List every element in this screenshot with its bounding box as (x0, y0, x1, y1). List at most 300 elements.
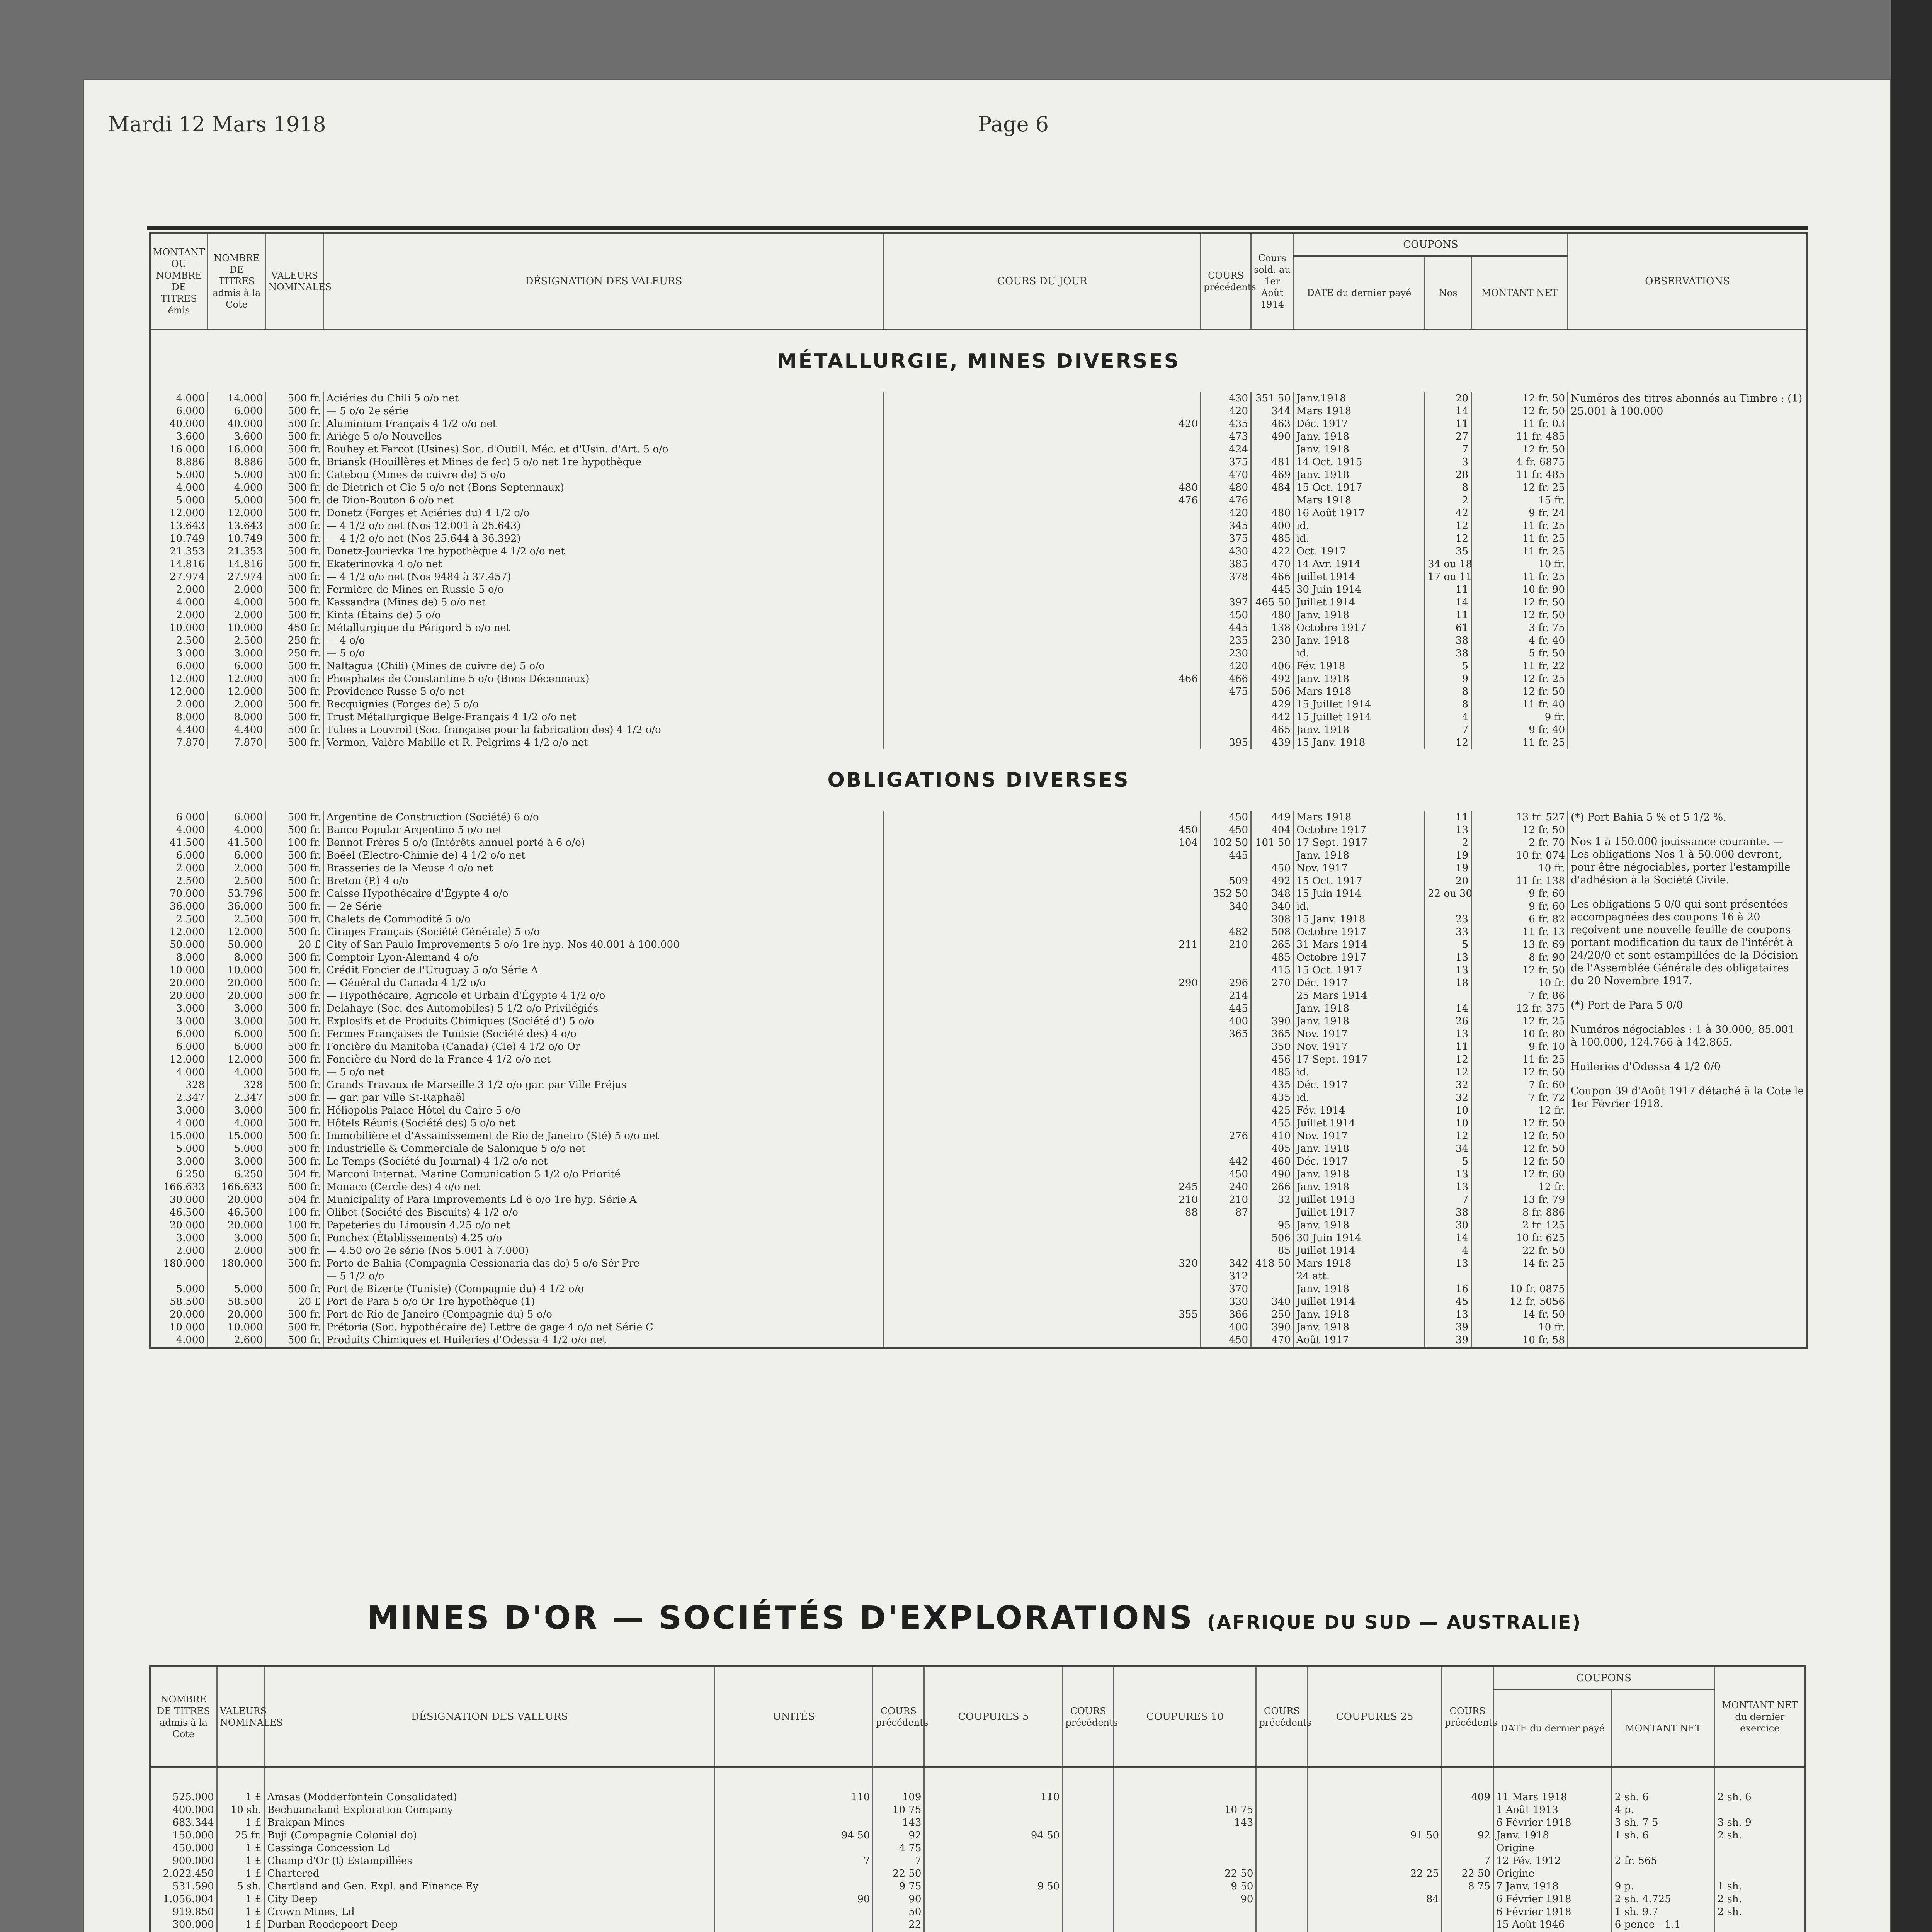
coupures5-cell (924, 1816, 1063, 1829)
designation-cell: de Dietrich et Cie 5 o/o net (Bons Septennaux) (324, 481, 884, 494)
cours-prec-cell: 450 (1201, 811, 1251, 824)
nominal-cell: 500 fr. (266, 545, 324, 558)
nombre-cell: 6.000 (208, 1028, 266, 1041)
nombre-cell: 5.000 (208, 469, 266, 481)
cours-jour-cell: 466 (884, 673, 1201, 685)
table-row (150, 1232, 1808, 1245)
nombre-cell: 8.886 (208, 456, 266, 469)
designation-cell: — 4 1/2 o/o net (Nos 9484 à 37.457) (324, 571, 884, 583)
dernier-exercice-cell: 1 sh. (1714, 1880, 1805, 1893)
col-cours-prec: COURS précédents (1201, 233, 1251, 330)
coupon-montant-cell: 12 fr. 50 (1471, 1117, 1568, 1130)
montant-cell: 3.000 (150, 1155, 208, 1168)
designation-cell: Recquignies (Forges de) 5 o/o (324, 698, 884, 711)
coupon-date-cell: 12 Fév. 1912 (1493, 1855, 1612, 1867)
coupon-no-cell: 28 (1425, 469, 1471, 481)
table-row (150, 1867, 1806, 1880)
cours-sold-cell (1251, 849, 1294, 862)
coupon-no-cell: 7 (1425, 1194, 1471, 1206)
nominal-cell: 500 fr. (266, 1181, 324, 1194)
designation-cell: Ekaterinovka 4 o/o net (324, 558, 884, 571)
coupon-date-cell: Janv. 1918 (1294, 1308, 1425, 1321)
spacer-cell (1612, 1767, 1714, 1791)
coupon-date-cell: Juillet 1914 (1294, 1296, 1425, 1308)
col-cours-jour: COURS DU JOUR (884, 233, 1201, 330)
coupon-no-cell: 12 (1425, 1066, 1471, 1079)
cours-prec-cell: 345 (1201, 520, 1251, 532)
designation-cell: Olibet (Société des Biscuits) 4 1/2 o/o (324, 1206, 884, 1219)
coupon-date-cell: 15 Août 1946 (1493, 1918, 1612, 1931)
designation-cell: Grands Travaux de Marseille 3 1/2 o/o gar. par Ville Fréjus (324, 1079, 884, 1092)
coupon-date-cell: Déc. 1917 (1294, 1155, 1425, 1168)
coupon-montant-cell: 12 fr. (1471, 1104, 1568, 1117)
cours-jour-cell (884, 1155, 1201, 1168)
coupon-montant-cell: 11 fr. 138 (1471, 875, 1568, 888)
cours-sold-cell: 95 (1251, 1219, 1294, 1232)
cours-sold-cell: 265 (1251, 939, 1294, 951)
cours-prec-cell (1256, 1804, 1308, 1816)
cours-prec-cell (1201, 1066, 1251, 1079)
nominal-cell: 500 fr. (266, 977, 324, 990)
table-row (150, 430, 1808, 443)
cours-jour-cell (884, 469, 1201, 481)
coupon-date-cell: Janv. 1918 (1294, 1002, 1425, 1015)
nombre-cell: 40.000 (208, 418, 266, 430)
cours-prec-cell: 473 (1201, 430, 1251, 443)
cours-prec-cell (1201, 1079, 1251, 1092)
designation-cell: Cirages Français (Société Générale) 5 o/o (324, 926, 884, 939)
unites-cell (715, 1906, 873, 1918)
montant-cell: 2.500 (150, 875, 208, 888)
cours-sold-cell: 405 (1251, 1143, 1294, 1155)
coupon-no-cell: 12 (1425, 1053, 1471, 1066)
nombre-cell: 21.353 (208, 545, 266, 558)
dernier-exercice-cell: 3 sh. 9 (1714, 1816, 1805, 1829)
designation-cell: Explosifs et de Produits Chimiques (Société d') 5 o/o (324, 1015, 884, 1028)
designation-cell: Delahaye (Soc. des Automobiles) 5 1/2 o/o Privilégiés (324, 1002, 884, 1015)
coupon-date-cell: id. (1294, 1066, 1425, 1079)
cours-sold-cell: 270 (1251, 977, 1294, 990)
observation-note: Huileries d'Odessa 4 1/2 0/0 (1571, 1060, 1721, 1073)
coupon-no-cell: 20 (1425, 392, 1471, 405)
table-row (150, 1155, 1808, 1168)
montant-cell: 3.000 (150, 1232, 208, 1245)
nombre-cell: 2.500 (208, 875, 266, 888)
coupon-no-cell: 13 (1425, 1168, 1471, 1181)
nominal-cell: 504 fr. (266, 1168, 324, 1181)
designation-cell: Cassinga Concession Ld (264, 1842, 715, 1855)
spacer-cell (924, 1767, 1063, 1791)
coupon-montant-cell: 12 fr. 50 (1471, 824, 1568, 837)
cours-sold-cell: 425 (1251, 1104, 1294, 1117)
cours-sold-cell (1251, 1283, 1294, 1296)
nominal-cell: 100 fr. (266, 1206, 324, 1219)
coupon-montant-cell: 10 fr. 074 (1471, 849, 1568, 862)
designation-cell: Brasseries de la Meuse 4 o/o net (324, 862, 884, 875)
montant-cell: 166.633 (150, 1181, 208, 1194)
cours-prec-cell (1201, 1219, 1251, 1232)
montant-cell: 2.000 (150, 862, 208, 875)
coupon-date-cell: Nov. 1917 (1294, 862, 1425, 875)
montant-cell: 10.000 (150, 964, 208, 977)
table-row (150, 837, 1808, 849)
designation-cell: Porto de Bahia (Compagnia Cessionaria das do) 5 o/o Sér Pre (324, 1257, 884, 1270)
nombre-cell: 50.000 (208, 939, 266, 951)
coupon-montant-cell: 13 fr. 69 (1471, 939, 1568, 951)
designation-cell: — 5 o/o net (324, 1066, 884, 1079)
cours-prec-cell (1256, 1906, 1308, 1918)
cours-jour-cell (884, 811, 1201, 824)
cours-jour-cell (884, 724, 1201, 736)
cours-sold-cell (1251, 494, 1294, 507)
montant-cell: 13.643 (150, 520, 208, 532)
table-row (150, 1893, 1806, 1906)
nombre-cell: 2.000 (208, 862, 266, 875)
coupon-date-cell: Origine (1493, 1867, 1612, 1880)
cours-jour-cell (884, 698, 1201, 711)
designation-cell: City of San Paulo Improvements 5 o/o 1re hyp. Nos 40.001 à 100.000 (324, 939, 884, 951)
table-row (150, 1816, 1806, 1829)
montant-cell: 20.000 (150, 990, 208, 1002)
designation-cell: — 5 1/2 o/o (324, 1270, 884, 1283)
coupon-no-cell: 22 ou 30 (1425, 888, 1471, 900)
cours-sold-cell: 490 (1251, 1168, 1294, 1181)
nominal-cell: 500 fr. (266, 1308, 324, 1321)
coupon-date-cell: Janv. 1918 (1294, 1283, 1425, 1296)
cours-prec-cell (1201, 583, 1251, 596)
nombre-cell: 2.022.450 (150, 1867, 217, 1880)
cours-sold-cell: 492 (1251, 875, 1294, 888)
nominal-cell: 500 fr. (266, 711, 324, 724)
nombre-cell: 8.000 (208, 951, 266, 964)
table-row (150, 418, 1808, 430)
coupon-montant-cell: 12 fr. 50 (1471, 1155, 1568, 1168)
cours-jour-cell (884, 1219, 1201, 1232)
table-row (150, 647, 1808, 660)
coupon-date-cell: Mars 1918 (1294, 405, 1425, 418)
coupon-date-cell: id. (1294, 532, 1425, 545)
table-row (150, 724, 1808, 736)
mines-title-main: MINES D'OR — SOCIÉTÉS D'EXPLORATIONS (367, 1600, 1194, 1636)
cours-sold-cell: 400 (1251, 520, 1294, 532)
cours-prec-cell: 22 (873, 1918, 924, 1931)
coupon-date-cell: 24 att. (1294, 1270, 1425, 1283)
cours-sold-cell (1251, 647, 1294, 660)
nominal-cell: 500 fr. (266, 849, 324, 862)
nominal-cell: 500 fr. (266, 1245, 324, 1257)
nominal-cell: 500 fr. (266, 824, 324, 837)
cours-prec-cell (1201, 1092, 1251, 1104)
coupures5-cell: 9 50 (924, 1880, 1063, 1893)
cours-jour-cell (884, 1104, 1201, 1117)
col2-coupures5: COUPURES 5 (924, 1667, 1063, 1767)
nombre-cell: 20.000 (208, 1219, 266, 1232)
cours-prec-cell (1063, 1816, 1114, 1829)
cours-sold-cell: 506 (1251, 1232, 1294, 1245)
cours-prec-cell: 210 (1201, 939, 1251, 951)
cours-prec-cell: 430 (1201, 392, 1251, 405)
nominal-cell: 500 fr. (266, 1079, 324, 1092)
nombre-cell: 900.000 (150, 1855, 217, 1867)
coupures25-cell (1308, 1791, 1442, 1804)
nombre-cell: 15.000 (208, 1130, 266, 1143)
table-row (150, 481, 1808, 494)
coupon-date-cell: Janv. 1918 (1294, 724, 1425, 736)
nominal-cell: 500 fr. (266, 1104, 324, 1117)
table-row (150, 1015, 1808, 1028)
coupon-no-cell: 10 (1425, 1117, 1471, 1130)
designation-cell: Kinta (Étains de) 5 o/o (324, 609, 884, 622)
nombre-cell: 20.000 (208, 1308, 266, 1321)
coupon-montant-cell: 12 fr. 50 (1471, 1143, 1568, 1155)
cours-sold-cell: 350 (1251, 1041, 1294, 1053)
montant-cell: 5.000 (150, 494, 208, 507)
coupon-montant-cell: 12 fr. 50 (1471, 1066, 1568, 1079)
unites-cell: 7 (715, 1855, 873, 1867)
montant-cell: 3.000 (150, 1015, 208, 1028)
coupon-date-cell: Oct. 1917 (1294, 545, 1425, 558)
cours-sold-cell: 404 (1251, 824, 1294, 837)
designation-cell: Hôtels Réunis (Société des) 5 o/o net (324, 1117, 884, 1130)
designation-cell: Tubes a Louvroil (Soc. française pour la fabrication des) 4 1/2 o/o (324, 724, 884, 736)
nombre-cell: 683.344 (150, 1816, 217, 1829)
table-row (150, 926, 1808, 939)
coupon-date-cell: Juillet 1917 (1294, 1206, 1425, 1219)
coupon-date-cell: Janv. 1918 (1294, 609, 1425, 622)
designation-cell: Port de Rio-de-Janeiro (Compagnie du) 5 o/o (324, 1308, 884, 1321)
nombre-cell: 13.643 (208, 520, 266, 532)
nombre-cell: 6.250 (208, 1168, 266, 1181)
nominal-cell: 500 fr. (266, 951, 324, 964)
cours-prec-cell: 378 (1201, 571, 1251, 583)
montant-cell: 2.500 (150, 913, 208, 926)
cours-prec-cell: 214 (1201, 990, 1251, 1002)
coupon-no-cell: 12 (1425, 1130, 1471, 1143)
coupures25-cell (1308, 1855, 1442, 1867)
cours-prec-cell: 420 (1201, 507, 1251, 520)
spacer-cell (873, 1767, 924, 1791)
nombre-cell: 3.000 (208, 1155, 266, 1168)
coupon-montant-cell: 10 fr. (1471, 558, 1568, 571)
montant-cell: 3.600 (150, 430, 208, 443)
page-number: Page 6 (978, 112, 1049, 136)
cours-jour-cell (884, 913, 1201, 926)
designation-cell: Chartered (264, 1867, 715, 1880)
observation-note: (*) Port de Para 5 0/0 (1571, 999, 1683, 1011)
nombre-cell: 4.000 (208, 1066, 266, 1079)
table-row (150, 1842, 1806, 1855)
montant-cell: 46.500 (150, 1206, 208, 1219)
cours-jour-cell (884, 951, 1201, 964)
table-row (150, 1855, 1806, 1867)
coupon-montant-cell: 10 fr. (1471, 977, 1568, 990)
coupon-no-cell: 8 (1425, 481, 1471, 494)
montant-cell: 2.500 (150, 634, 208, 647)
designation-cell: — 4.50 o/o 2e série (Nos 5.001 à 7.000) (324, 1245, 884, 1257)
montant-cell: 30.000 (150, 1194, 208, 1206)
spacer-cell (1256, 1767, 1308, 1791)
montant-cell: 20.000 (150, 1219, 208, 1232)
table-row (150, 1308, 1808, 1321)
cours-prec-cell (1201, 964, 1251, 977)
montant-cell: 8.000 (150, 711, 208, 724)
coupon-montant-cell (1612, 1842, 1714, 1855)
coupon-montant-cell: 12 fr. (1471, 1181, 1568, 1194)
montant-cell: 4.000 (150, 392, 208, 405)
designation-cell: City Deep (264, 1893, 715, 1906)
cours-prec-cell (1256, 1816, 1308, 1829)
montant-cell: 6.250 (150, 1168, 208, 1181)
cours-sold-cell: 348 (1251, 888, 1294, 900)
cours-jour-cell (884, 609, 1201, 622)
cours-prec-cell: 87 (1201, 1206, 1251, 1219)
montant-cell: 6.000 (150, 811, 208, 824)
designation-cell: Aluminium Français 4 1/2 o/o net (324, 418, 884, 430)
nombre-cell: 919.850 (150, 1906, 217, 1918)
cours-sold-cell: 469 (1251, 469, 1294, 481)
cours-prec-cell (1256, 1855, 1308, 1867)
designation-cell: Providence Russe 5 o/o net (324, 685, 884, 698)
nombre-cell: 3.000 (208, 647, 266, 660)
table-row (150, 736, 1808, 749)
cours-prec-cell (1201, 724, 1251, 736)
cours-prec-cell: 90 (873, 1893, 924, 1906)
coupon-montant-cell: 7 fr. 72 (1471, 1092, 1568, 1104)
cours-sold-cell: 435 (1251, 1079, 1294, 1092)
designation-cell: Héliopolis Palace-Hôtel du Caire 5 o/o (324, 1104, 884, 1117)
cours-sold-cell: 418 50 (1251, 1257, 1294, 1270)
coupon-no-cell: 32 (1425, 1092, 1471, 1104)
nombre-cell: 14.816 (208, 558, 266, 571)
nombre-cell: 12.000 (208, 507, 266, 520)
nominal-cell: 500 fr. (266, 1015, 324, 1028)
designation-cell: Vermon, Valère Mabille et R. Pelgrims 4 1/2 o/o net (324, 736, 884, 749)
nominal-cell: 500 fr. (266, 862, 324, 875)
nominal-cell: 500 fr. (266, 609, 324, 622)
nominal-cell: 500 fr. (266, 558, 324, 571)
coupon-no-cell: 14 (1425, 405, 1471, 418)
cours-sold-cell: 138 (1251, 622, 1294, 634)
nominal-cell: 500 fr. (266, 888, 324, 900)
montant-cell: 4.000 (150, 1066, 208, 1079)
coupon-montant-cell: 4 p. (1612, 1804, 1714, 1816)
designation-cell: Champ d'Or (t) Estampillées (264, 1855, 715, 1867)
cours-jour-cell (884, 1053, 1201, 1066)
cours-sold-cell: 485 (1251, 1066, 1294, 1079)
designation-cell: Briansk (Houillères et Mines de fer) 5 o/o net 1re hypothèque (324, 456, 884, 469)
nominal-cell: 500 fr. (266, 1028, 324, 1041)
cours-prec-cell: 365 (1201, 1028, 1251, 1041)
coupon-montant-cell: 11 fr. 25 (1471, 532, 1568, 545)
cours-prec-cell: 22 50 (873, 1867, 924, 1880)
nominal-cell: 1 £ (217, 1867, 264, 1880)
designation-cell: Crédit Foncier de l'Uruguay 5 o/o Série A (324, 964, 884, 977)
cours-sold-cell: 442 (1251, 711, 1294, 724)
designation-cell: Naltagua (Chili) (Mines de cuivre de) 5 o/o (324, 660, 884, 673)
mines-subtitle: (AFRIQUE DU SUD — AUSTRALIE) (1207, 1612, 1582, 1633)
coupon-date-cell: Nov. 1917 (1294, 1130, 1425, 1143)
dernier-exercice-cell: 2 sh. (1714, 1893, 1805, 1906)
coupon-date-cell: 15 Juillet 1914 (1294, 711, 1425, 724)
montant-cell: 10.000 (150, 1321, 208, 1334)
cours-jour-cell: 211 (884, 939, 1201, 951)
coupon-montant-cell: 10 fr. (1471, 862, 1568, 875)
designation-cell: Crown Mines, Ld (264, 1906, 715, 1918)
coupon-montant-cell: 11 fr. 25 (1471, 571, 1568, 583)
coupon-montant-cell: 11 fr. 485 (1471, 469, 1568, 481)
cours-jour-cell (884, 888, 1201, 900)
table-row (150, 545, 1808, 558)
cours-sold-cell: 308 (1251, 913, 1294, 926)
designation-cell: Ponchex (Établissements) 4.25 o/o (324, 1232, 884, 1245)
coupon-montant-cell: 4 fr. 40 (1471, 634, 1568, 647)
coupon-no-cell: 12 (1425, 532, 1471, 545)
cours-prec-cell: 340 (1201, 900, 1251, 913)
cours-jour-cell (884, 443, 1201, 456)
table-row (150, 596, 1808, 609)
nombre-cell: 6.000 (208, 405, 266, 418)
nominal-cell: 250 fr. (266, 647, 324, 660)
nombre-cell: 2.347 (208, 1092, 266, 1104)
coupon-no-cell: 8 (1425, 685, 1471, 698)
nominal-cell: 500 fr. (266, 1155, 324, 1168)
nominal-cell: 500 fr. (266, 507, 324, 520)
col2-dernier: MONTANT NET du dernier exercice (1714, 1667, 1805, 1767)
designation-cell: Donetz-Jourievka 1re hypothèque 4 1/2 o/o net (324, 545, 884, 558)
nombre-cell: 12.000 (208, 673, 266, 685)
coupon-montant-cell: 11 fr. 25 (1471, 545, 1568, 558)
nombre-cell: 12.000 (208, 685, 266, 698)
nombre-cell: 525.000 (150, 1791, 217, 1804)
cours-prec-cell: 475 (1201, 685, 1251, 698)
designation-cell: Phosphates de Constantine 5 o/o (Bons Décennaux) (324, 673, 884, 685)
designation-cell: Papeteries du Limousin 4.25 o/o net (324, 1219, 884, 1232)
cours-prec-cell: 276 (1201, 1130, 1251, 1143)
cours-sold-cell: 445 (1251, 583, 1294, 596)
cours-jour-cell (884, 1245, 1201, 1257)
cours-sold-cell: 480 (1251, 609, 1294, 622)
coupon-date-cell: Janv. 1918 (1294, 849, 1425, 862)
coupon-date-cell: 6 Février 1918 (1493, 1906, 1612, 1918)
coupon-montant-cell: 11 fr. 22 (1471, 660, 1568, 673)
coupon-montant-cell: 10 fr. 0875 (1471, 1283, 1568, 1296)
coupon-no-cell: 34 (1425, 1143, 1471, 1155)
coupon-no-cell: 11 (1425, 583, 1471, 596)
nominal-cell: 500 fr. (266, 1117, 324, 1130)
coupon-date-cell: 14 Avr. 1914 (1294, 558, 1425, 571)
coupures10-cell (1114, 1918, 1256, 1931)
coupures10-cell (1114, 1906, 1256, 1918)
coupon-no-cell: 13 (1425, 951, 1471, 964)
unites-cell: 94 50 (715, 1829, 873, 1842)
coupon-date-cell: Déc. 1917 (1294, 977, 1425, 990)
col2-coupons: COUPONS (1493, 1667, 1715, 1690)
cours-jour-cell: 290 (884, 977, 1201, 990)
coupon-montant-cell (1612, 1867, 1714, 1880)
cours-prec-cell: 445 (1201, 1002, 1251, 1015)
coupon-no-cell: 2 (1425, 837, 1471, 849)
coupon-no-cell: 13 (1425, 824, 1471, 837)
cours-prec-cell (1201, 1245, 1251, 1257)
coupures25-cell (1308, 1906, 1442, 1918)
coupon-no-cell: 13 (1425, 964, 1471, 977)
cours-prec-cell: 445 (1201, 622, 1251, 634)
designation-cell: Produits Chimiques et Huileries d'Odessa 4 1/2 o/o net (324, 1334, 884, 1348)
nominal-cell: 500 fr. (266, 481, 324, 494)
coupures10-cell: 9 50 (1114, 1880, 1256, 1893)
nombre-cell: 20.000 (208, 990, 266, 1002)
gold-mines-table (149, 1665, 1806, 1932)
